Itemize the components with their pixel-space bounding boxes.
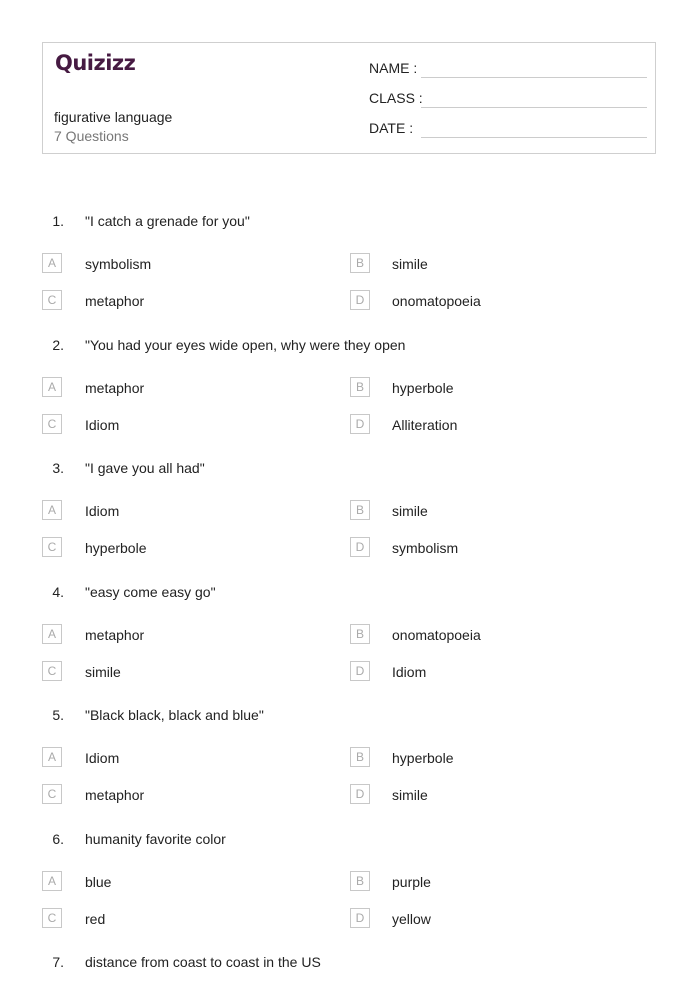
- option-letter-box: A: [42, 500, 62, 520]
- option-text: Alliteration: [392, 417, 458, 433]
- question-number: 6.: [52, 831, 64, 847]
- option-text: metaphor: [85, 380, 145, 396]
- question-text: "Black black, black and blue": [85, 707, 264, 723]
- option-letter-box: A: [42, 624, 62, 644]
- option-text: purple: [392, 874, 431, 890]
- option-text: red: [85, 911, 106, 927]
- question-number: 2.: [52, 337, 64, 353]
- option-letter-box: C: [42, 414, 62, 434]
- worksheet-header: [42, 42, 656, 154]
- option-text: hyperbole: [392, 380, 454, 396]
- date-write-line: [421, 137, 647, 138]
- option-letter-box: D: [350, 661, 370, 681]
- option-letter-box: C: [42, 661, 62, 681]
- option-text: hyperbole: [392, 750, 454, 766]
- question-text: distance from coast to coast in the US: [85, 954, 321, 970]
- option-text: blue: [85, 874, 112, 890]
- option-text: hyperbole: [85, 540, 147, 556]
- option-text: Idiom: [85, 750, 120, 766]
- option-letter-box: C: [42, 537, 62, 557]
- class-write-line: [421, 107, 647, 108]
- option-letter-box: A: [42, 871, 62, 891]
- option-text: metaphor: [85, 293, 145, 309]
- class-label: CLASS :: [369, 90, 423, 106]
- question-count: 7 Questions: [54, 128, 129, 144]
- option-letter-box: D: [350, 290, 370, 310]
- option-text: onomatopoeia: [392, 293, 481, 309]
- option-letter-box: D: [350, 908, 370, 928]
- option-letter-box: C: [42, 784, 62, 804]
- option-text: Idiom: [392, 664, 427, 680]
- option-letter-box: B: [350, 871, 370, 891]
- option-letter-box: C: [42, 290, 62, 310]
- option-letter-box: D: [350, 537, 370, 557]
- question-number: 5.: [52, 707, 64, 723]
- option-letter-box: B: [350, 500, 370, 520]
- option-text: simile: [392, 503, 428, 519]
- option-text: Idiom: [85, 503, 120, 519]
- option-text: metaphor: [85, 627, 145, 643]
- option-letter-box: B: [350, 253, 370, 273]
- option-text: symbolism: [85, 256, 152, 272]
- option-letter-box: B: [350, 624, 370, 644]
- question-text: humanity favorite color: [85, 831, 226, 847]
- option-letter-box: B: [350, 377, 370, 397]
- option-text: simile: [392, 787, 428, 803]
- option-letter-box: C: [42, 908, 62, 928]
- option-letter-box: B: [350, 747, 370, 767]
- question-number: 3.: [52, 460, 64, 476]
- option-text: onomatopoeia: [392, 627, 481, 643]
- question-text: "You had your eyes wide open, why were they open: [85, 337, 406, 353]
- question-text: "easy come easy go": [85, 584, 216, 600]
- option-letter-box: D: [350, 414, 370, 434]
- option-letter-box: A: [42, 253, 62, 273]
- name-write-line: [421, 77, 647, 78]
- question-number: 1.: [52, 213, 64, 229]
- worksheet-title: figurative language: [54, 109, 173, 125]
- option-letter-box: D: [350, 784, 370, 804]
- question-text: "I catch a grenade for you": [85, 213, 250, 229]
- question-number: 7.: [52, 954, 64, 970]
- option-text: Idiom: [85, 417, 120, 433]
- question-text: "I gave you all had": [85, 460, 205, 476]
- name-label: NAME :: [369, 60, 418, 76]
- option-text: simile: [85, 664, 121, 680]
- option-letter-box: A: [42, 377, 62, 397]
- option-text: simile: [392, 256, 428, 272]
- date-label: DATE :: [369, 120, 414, 136]
- option-letter-box: A: [42, 747, 62, 767]
- option-text: yellow: [392, 911, 431, 927]
- option-text: symbolism: [392, 540, 459, 556]
- quizizz-logo: Quizizz: [55, 51, 136, 75]
- question-number: 4.: [52, 584, 64, 600]
- option-text: metaphor: [85, 787, 145, 803]
